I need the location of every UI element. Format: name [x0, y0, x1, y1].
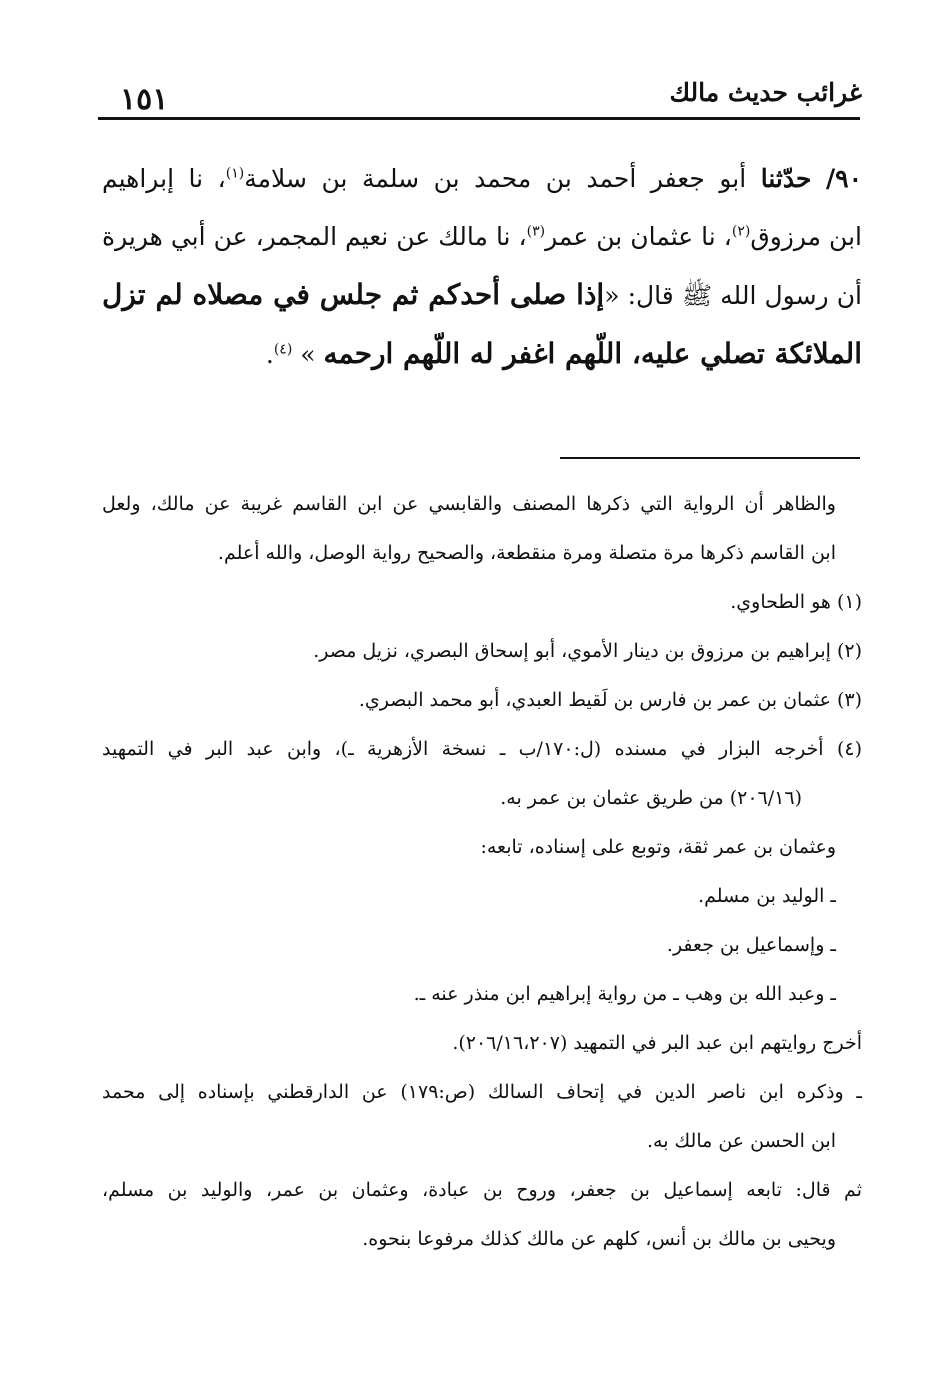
- isnad-text: أن رسول الله ﷺ قال: «: [604, 281, 862, 310]
- footnote-4-line: ثم قال: تابعه إسماعيل بن جعفر، وروح بن عبادة، وعثمان بن عمر، والوليد بن مسلم،: [102, 1179, 862, 1201]
- footnote-continuation-line: والظاهر أن الرواية التي ذكرها المصنف والقابسي عن ابن القاسم غريبة عن مالك، ولعل: [102, 493, 836, 515]
- footnote-4-line: ـ وإسماعيل بن جعفر.: [666, 934, 836, 956]
- isnad-text: ابن مرزوق: [750, 222, 862, 251]
- hadith-number: ٩٠/: [826, 164, 863, 193]
- full-stop: .: [265, 340, 274, 369]
- footnote-marker-2: (٢): [731, 223, 751, 240]
- isnad-text: ، نا عثمان بن عمر: [545, 222, 732, 251]
- matn-text: الملائكة تصلي عليه، اللّهم اغفر له اللّهم ارحمه: [323, 337, 862, 370]
- footnote-4-line: (٢٠٦/١٦) من طريق عثمان بن عمر به.: [500, 787, 802, 809]
- footnote-4-line: ويحيى بن مالك بن أنس، كلهم عن مالك كذلك مرفوعا بنحوه.: [362, 1228, 836, 1250]
- hadith-line-4: [102, 325, 862, 384]
- footnote-continuation-line: ابن القاسم ذكرها مرة متصلة ومرة منقطعة، والصحيح رواية الوصل، والله أعلم.: [217, 542, 836, 564]
- header-rule: [98, 117, 860, 120]
- haddathana-word: حدّثنا: [760, 164, 812, 193]
- footnote-4-line: ـ وعبد الله بن وهب ـ من رواية إبراهيم ابن منذر عنه ـ.: [413, 983, 836, 1005]
- footnote-1: (١) هو الطحاوي.: [730, 591, 862, 613]
- hadith-line-1: [102, 150, 862, 208]
- hadith-text: [102, 150, 862, 384]
- footnote-4-line: ـ وذكره ابن ناصر الدين في إتحاف السالك (ص:١٧٩) عن الدارقطني بإسناده إلى محمد: [102, 1081, 862, 1103]
- footnote-4: (٤) أخرجه البزار في مسنده (ل:١٧٠/ب ـ نسخة الأزهرية ـ)، وابن عبد البر في التمهيد: [102, 738, 862, 760]
- hadith-line-2: [102, 208, 862, 266]
- running-title: غرائب حديث مالك: [669, 78, 862, 107]
- footnote-4-line: ـ الوليد بن مسلم.: [698, 885, 836, 907]
- footnote-2: (٢) إبراهيم بن مرزوق بن دينار الأموي، أبو إسحاق البصري، نزيل مصر.: [313, 640, 862, 662]
- matn-text: إذا صلى أحدكم ثم جلس في مصلاه لم تزل: [102, 278, 605, 311]
- footnote-marker-3: (٣): [526, 223, 546, 240]
- page-number: ١٥١: [120, 82, 169, 117]
- footnote-4-line: ابن الحسن عن مالك به.: [646, 1130, 836, 1152]
- footnote-marker-1: (١): [225, 165, 245, 182]
- footnote-separator: [560, 457, 860, 459]
- hadith-line-3: [102, 266, 862, 325]
- isnad-text: أبو جعفر أحمد بن محمد بن سلمة بن سلامة: [244, 164, 747, 193]
- footnotes: [102, 480, 862, 1264]
- footnote-marker-4: (٤): [273, 341, 293, 358]
- isnad-text: ، نا إبراهيم: [102, 164, 226, 193]
- footnote-4-line: وعثمان بن عمر ثقة، وتوبع على إسناده، تابعه:: [480, 836, 836, 858]
- quote-close: »: [300, 340, 316, 369]
- isnad-text: ، نا مالك عن نعيم المجمر، عن أبي هريرة: [102, 222, 527, 251]
- footnote-4-line: أخرج روايتهم ابن عبد البر في التمهيد (٢٠٦/١٦،٢٠٧).: [452, 1032, 862, 1054]
- footnote-3: (٣) عثمان بن عمر بن فارس بن لَقيط العبدي، أبو محمد البصري.: [358, 689, 862, 711]
